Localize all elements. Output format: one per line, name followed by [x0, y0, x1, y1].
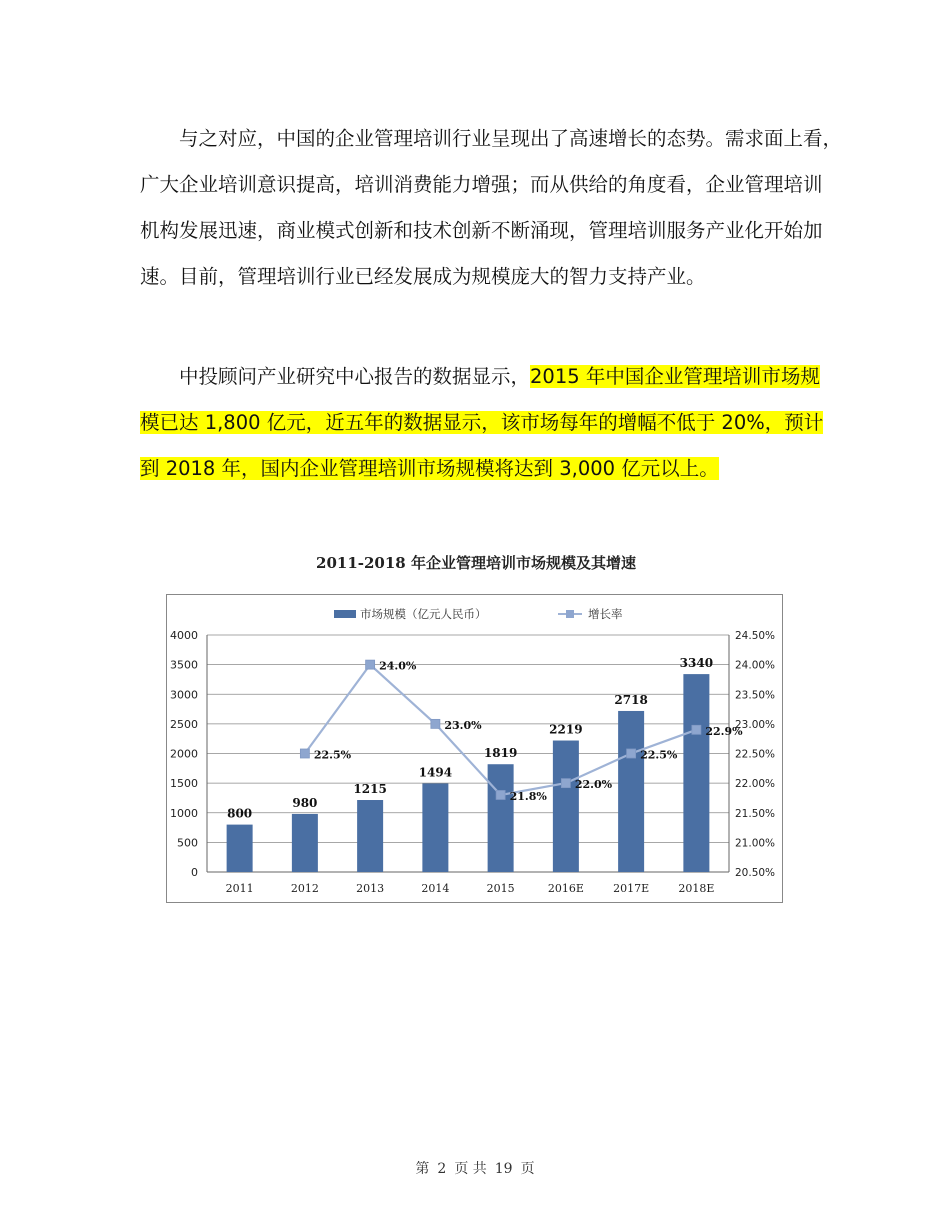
x-tick-label: 2018E — [678, 882, 715, 895]
footer-total-pages: 19 — [494, 1161, 513, 1177]
x-tick-label: 2017E — [613, 882, 650, 895]
y-right-tick-label: 23.50% — [735, 689, 776, 702]
growth-rate-marker — [366, 660, 375, 669]
bar — [357, 800, 383, 872]
growth-rate-marker — [496, 790, 505, 799]
bar — [488, 764, 514, 872]
legend-line-label: 增长率 — [588, 607, 623, 621]
paragraph-2 — [140, 354, 824, 492]
y-left-tick-label: 1000 — [170, 806, 198, 820]
y-left-tick-label: 0 — [191, 866, 198, 879]
bar-data-label: 1215 — [353, 782, 387, 797]
growth-rate-data-label: 22.5% — [640, 748, 678, 762]
x-tick-label: 2012 — [290, 882, 319, 895]
y-right-tick-label: 22.50% — [735, 748, 776, 761]
footer-page-number: 2 — [437, 1161, 447, 1177]
y-right-tick-label: 22.00% — [735, 778, 776, 791]
paragraph-2-line — [140, 354, 820, 400]
page-footer — [0, 1158, 950, 1178]
bar-data-label: 980 — [292, 795, 318, 810]
growth-rate-marker — [627, 749, 636, 758]
x-tick-label: 2016E — [547, 882, 584, 895]
growth-rate-data-label: 22.9% — [705, 724, 743, 738]
legend-bar-swatch — [334, 610, 356, 618]
footer-prefix: 第 — [415, 1161, 430, 1177]
footer-suffix: 页 — [520, 1161, 535, 1177]
paragraph-1-line: 广大企业培训意识提高，培训消费能力增强；而从供给的角度看，企业管理培训 — [140, 173, 823, 196]
y-left-tick-label: 1500 — [170, 777, 198, 791]
bar-data-label: 1494 — [418, 765, 453, 780]
paragraph-2-lead: 中投顾问产业研究中心报告的数据显示， — [179, 365, 531, 388]
growth-rate-data-label: 21.8% — [509, 789, 547, 803]
paragraph-2-line — [140, 400, 824, 446]
bar — [553, 741, 579, 872]
footer-middle: 页 共 — [454, 1161, 487, 1177]
growth-rate-data-label: 22.5% — [313, 748, 352, 762]
y-right-tick-label: 20.50% — [735, 867, 776, 879]
highlighted-text: 2015 年中国企业管理培训市场规 — [530, 365, 820, 388]
y-right-tick-label: 24.00% — [735, 659, 776, 672]
y-left-tick-label: 2000 — [170, 747, 198, 761]
highlighted-text: 到 2018 年，国内企业管理培训市场规模将达到 3,000 亿元以上。 — [140, 457, 719, 480]
growth-rate-marker — [431, 719, 440, 728]
paragraph-2-line — [140, 446, 812, 492]
y-left-tick-label: 3000 — [170, 688, 198, 702]
y-left-tick-label: 500 — [177, 836, 198, 850]
growth-rate-marker — [561, 779, 570, 788]
y-right-tick-label: 23.00% — [735, 718, 776, 731]
legend-bar-label: 市场规模（亿元人民币） — [360, 607, 487, 621]
y-right-tick-label: 21.50% — [735, 807, 776, 820]
paragraph-1-line: 机构发展迅速，商业模式创新和技术创新不断涌现，管理培训服务产业化开始加 — [140, 219, 823, 242]
market-size-chart — [166, 594, 783, 903]
bar — [618, 711, 644, 872]
growth-rate-data-label: 24.0% — [379, 659, 417, 673]
y-right-tick-label: 24.50% — [735, 630, 776, 642]
highlighted-text: 模已达 1,800 亿元，近五年的数据显示，该市场每年的增幅不低于 20%，预计 — [140, 411, 824, 434]
bar-data-label: 1819 — [483, 746, 518, 761]
legend-line-marker — [566, 610, 574, 618]
x-tick-label: 2015 — [486, 882, 515, 895]
x-tick-label: 2013 — [356, 882, 385, 895]
y-right-tick-label: 21.00% — [735, 837, 776, 850]
y-left-tick-label: 3500 — [170, 658, 198, 672]
bar — [292, 814, 318, 872]
x-tick-label: 2014 — [421, 882, 450, 895]
bar — [422, 783, 448, 872]
growth-rate-marker — [300, 749, 309, 758]
paragraph-1-line: 与之对应，中国的企业管理培训行业呈现出了高速增长的态势。需求面上看， — [179, 127, 843, 150]
bar-data-label: 2718 — [614, 692, 648, 707]
bar — [227, 825, 253, 872]
bar-data-label: 3340 — [679, 656, 714, 671]
bar-data-label: 2219 — [549, 722, 583, 737]
paragraph-1 — [140, 116, 843, 300]
paragraph-1-line: 速。目前，管理培训行业已经发展成为规模庞大的智力支持产业。 — [140, 265, 706, 288]
y-left-tick-label: 4000 — [170, 629, 198, 642]
growth-rate-data-label: 23.0% — [444, 718, 482, 732]
growth-rate-marker — [692, 725, 701, 734]
y-left-tick-label: 2500 — [170, 717, 198, 731]
bar — [683, 674, 709, 872]
growth-rate-data-label: 22.0% — [574, 778, 613, 792]
bar-data-label: 800 — [227, 806, 253, 821]
chart-title: 2011-2018 年企业管理培训市场规模及其增速 — [316, 554, 636, 572]
x-tick-label: 2011 — [225, 882, 254, 895]
